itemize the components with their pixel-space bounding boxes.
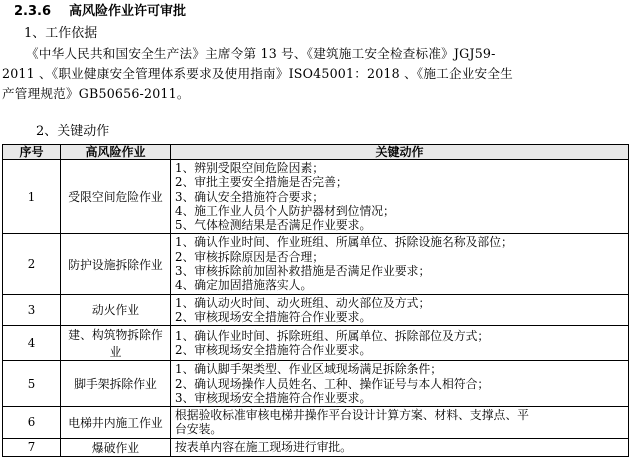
action-line: 2、审批主要安全措施是否完善；	[175, 175, 348, 190]
section-number: 2.3.6	[14, 4, 52, 19]
action-line: 按表单内容在施工现场进行审批。	[175, 440, 352, 455]
action-line: 3、确认安全措施符合要求；	[175, 189, 325, 204]
table-row	[3, 407, 629, 439]
basis-line: 2011 、《职业健康安全管理体系要求及使用指南》ISO45001：2018 、《施工企业安全生	[2, 66, 513, 81]
table-row	[3, 326, 629, 361]
basis-line: 产管理规范》GB50656-2011。	[2, 86, 190, 101]
action-line: 2、审核拆除原因是否合理；	[175, 249, 325, 264]
header-no: 序号	[3, 145, 61, 160]
table-row	[3, 234, 629, 294]
row-actions	[171, 294, 629, 326]
row-actions	[171, 407, 629, 439]
table-row	[3, 361, 629, 407]
table-row	[3, 294, 629, 326]
action-line: 4、施工作业人员个人防护器材到位情况；	[175, 203, 395, 218]
action-line: 1、辨别受限空间危险因素；	[175, 161, 325, 175]
row-no: 5	[3, 361, 61, 407]
row-name: 防护设施拆除作业	[61, 234, 171, 294]
action-line: 2、确认现场操作人员姓名、工种、操作证号与本人相符合；	[175, 376, 490, 391]
action-line: 5、气体检测结果是否满足作业要求。	[175, 218, 372, 233]
row-actions	[171, 326, 629, 361]
action-line: 1、确认脚手架类型、作业区域现场满足拆除条件；	[175, 362, 443, 377]
table-row	[3, 438, 629, 456]
row-name: 建、构筑物拆除作业	[61, 326, 171, 361]
row-name: 电梯井内施工作业	[61, 407, 171, 439]
row-name: 爆破作业	[61, 438, 171, 456]
row-name: 动火作业	[61, 294, 171, 326]
action-line: 2、审核现场安全措施符合作业要求。	[175, 343, 372, 358]
row-name: 受限空间危险作业	[61, 160, 171, 234]
row-actions	[171, 234, 629, 294]
section-heading	[14, 2, 186, 22]
action-line: 4、确定加固措施落实人。	[175, 278, 313, 293]
row-no: 6	[3, 407, 61, 439]
action-line: 1、确认作业时间、作业班组、所属单位、拆除设施名称及部位；	[175, 235, 513, 250]
action-line: 3、审核拆除前加固补救措施是否满足作业要求；	[175, 264, 431, 279]
row-actions	[171, 438, 629, 456]
header-actions: 关键动作	[171, 145, 629, 160]
action-line: 2、审核现场安全措施符合作业要求。	[175, 309, 372, 324]
table-header-row	[3, 145, 629, 160]
action-line: 1、确认作业时间、拆除班组、所属单位、拆除部位及方式；	[175, 328, 490, 343]
action-line: 台安装。	[175, 422, 223, 437]
basis-heading: 1、工作依据	[24, 26, 98, 41]
section-title: 高风险作业许可审批	[69, 4, 187, 19]
header-name: 高风险作业	[61, 145, 171, 160]
basis-paragraph	[2, 44, 628, 104]
row-name: 脚手架拆除作业	[61, 361, 171, 407]
basis-line: 《中华人民共和国安全生产法》主席令第 13 号、《建筑施工安全检查标准》JGJ59-	[26, 46, 496, 61]
row-no: 4	[3, 326, 61, 361]
row-no: 3	[3, 294, 61, 326]
key-actions-table	[2, 144, 629, 457]
table-row	[3, 160, 629, 234]
row-no: 7	[3, 438, 61, 456]
action-line: 根据验收标准审核电梯井操作平台设计计算方案、材料、支撑点、平	[175, 408, 529, 423]
key-actions-heading: 2、关键动作	[36, 124, 110, 139]
action-line: 3、审核现场安全措施符合作业要求。	[175, 390, 372, 405]
row-actions	[171, 160, 629, 234]
action-line: 1、确认动火时间、动火班组、动火部位及方式；	[175, 295, 431, 310]
row-actions	[171, 361, 629, 407]
row-no: 2	[3, 234, 61, 294]
row-no: 1	[3, 160, 61, 234]
